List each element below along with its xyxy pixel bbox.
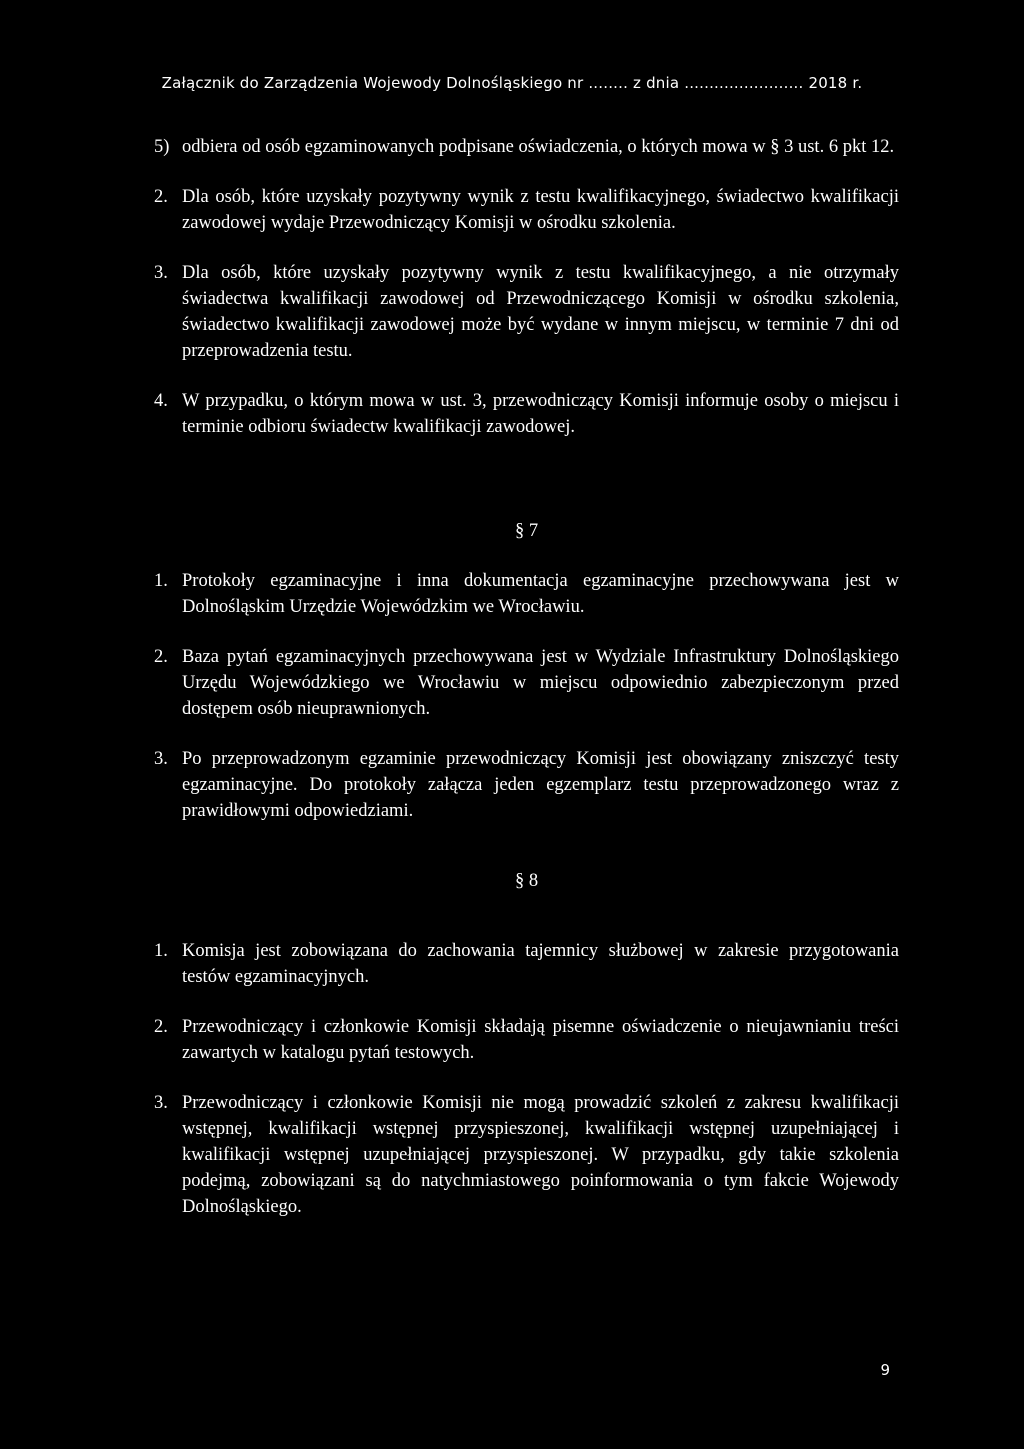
item-number: 4.	[154, 391, 168, 411]
item-text: Dla osób, które uzyskały pozytywny wynik z testu kwalifikacyjnego, świadectwo kwalifikacji zawodowej wydaje Przewodniczący Komisji w ośrodku szkolenia.	[182, 187, 899, 233]
item-text: Dla osób, które uzyskały pozytywny wynik z testu kwalifikacyjnego, a nie otrzymały świadectwa kwalifikacji zawodowej od Przewodniczącego Komisji w ośrodku szkolenia, świadectwo kwalifikacji zawodowej może być wydane w innym miejscu, w terminie 7 dni od przeprowadzenia testu.	[182, 263, 899, 361]
list-item	[154, 568, 899, 620]
page-number: 9	[880, 1361, 890, 1379]
item-text: odbiera od osób egzaminowanych podpisane oświadczenia, o których mowa w § 3 ust. 6 pkt 12.	[182, 137, 895, 157]
item-number: 3.	[154, 1093, 168, 1113]
item-number: 1.	[154, 941, 168, 961]
list-item	[154, 388, 899, 440]
item-number: 1.	[154, 571, 168, 591]
item-text: Przewodniczący i członkowie Komisji składają pisemne oświadczenie o nieujawnianiu treści zawartych w katalogu pytań testowych.	[182, 1017, 899, 1063]
list-item	[154, 1014, 899, 1066]
list-item	[154, 746, 899, 824]
item-number: 3.	[154, 749, 168, 769]
page-header: Załącznik do Zarządzenia Wojewody Dolnośląskiego nr ........ z dnia ........................ 2018 r.	[161, 74, 863, 92]
list-item	[154, 644, 899, 722]
item-text: Protokoły egzaminacyjne i inna dokumentacja egzaminacyjne przechowywana jest w Dolnośląskim Urzędzie Wojewódzkim we Wrocławiu.	[182, 571, 899, 617]
item-text: W przypadku, o którym mowa w ust. 3, przewodniczący Komisji informuje osoby o miejscu i terminie odbioru świadectw kwalifikacji zawodowej.	[182, 391, 899, 437]
item-number: 2.	[154, 1017, 168, 1037]
item-text: Komisja jest zobowiązana do zachowania tajemnicy służbowej w zakresie przygotowania testów egzaminacyjnych.	[182, 941, 899, 987]
list-item	[154, 260, 899, 364]
list-item	[154, 1090, 899, 1220]
list-item	[154, 134, 899, 160]
item-text: Przewodniczący i członkowie Komisji nie mogą prowadzić szkoleń z zakresu kwalifikacji wstępnej, kwalifikacji wstępnej przyspieszonej, kwalifikacji wstępnej uzupełniającej i kwalifikacji wstępnej uzupełniającej przyspieszonej. W przypadku, gdy takie szkolenia podejmą, zobowiązani są do natychmiastowego poinformowania o tym fakcie Wojewody Dolnośląskiego.	[182, 1093, 899, 1217]
item-number: 3.	[154, 263, 168, 283]
item-number: 2.	[154, 187, 168, 207]
item-number: 5)	[154, 137, 170, 157]
item-text: Baza pytań egzaminacyjnych przechowywana jest w Wydziale Infrastruktury Dolnośląskiego Urzędu Wojewódzkiego we Wrocławiu w miejscu odpowiednio zabezpieczonym przed dostępem osób nieuprawnionych.	[182, 647, 899, 719]
document-body	[154, 134, 899, 1220]
item-text: Po przeprowadzonym egzaminie przewodniczący Komisji jest obowiązany zniszczyć testy egzaminacyjne. Do protokoły załącza jeden egzemplarz testu przeprowadzonego wraz z prawidłowymi odpowiedziami.	[182, 749, 899, 821]
section-7-heading: § 7	[514, 521, 539, 541]
item-number: 2.	[154, 647, 168, 667]
section-8-heading: § 8	[514, 871, 539, 891]
list-item	[154, 938, 899, 990]
list-item	[154, 184, 899, 236]
